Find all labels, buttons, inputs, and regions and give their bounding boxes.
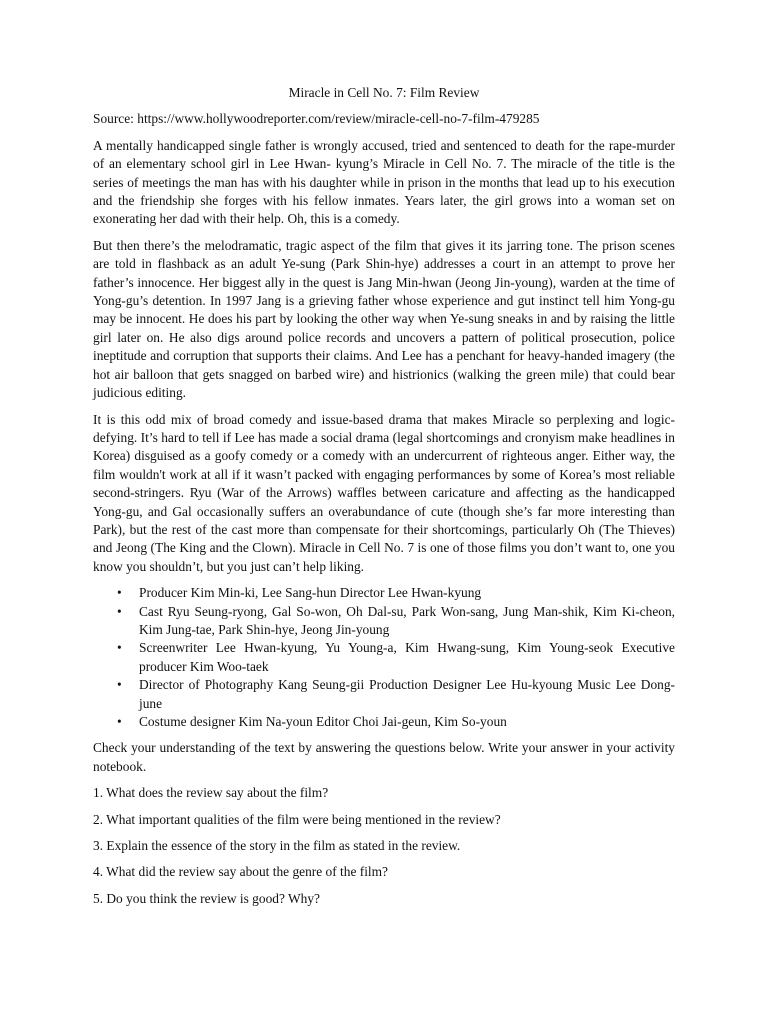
credit-text: Cast Ryu Seung-ryong, Gal So-won, Oh Dal-su, Park Won-sang, Jung Man-shik, Kim Ki-cheon, Kim Jung-tae, Park Shin-hye, Jeong Jin-young	[139, 603, 675, 637]
bullet-icon: •	[117, 677, 122, 693]
source-line: Source: https://www.hollywoodreporter.com/review/miracle-cell-no-7-film-479285	[93, 111, 540, 127]
document-title: Miracle in Cell No. 7: Film Review	[288, 85, 480, 100]
paragraph: But then there’s the melodramatic, tragic aspect of the film that gives it its jarring tone. The prison scenes are told in flashback as an adult Ye-sung (Park Shin-hye) addresses a court in an attempt to prove her father’s innocence. Her biggest ally in the quest is Jang Min-hwan (Jeong Jin-young), warden at the time of Yong-gu’s detention. In 1997 Jang is a grieving father whose experience and gut instinct tell him Yong-gu may be innocent. He does his part by looking the other way when Ye-sung sneaks in and by raising the little girl later on. He also digs around police records and uncovers a pattern of political prosecution, police ineptitude and corruption that supports their claims. And Lee has a penchant for heavy-handed imagery (the hot air balloon that gets snagged on barbed wire) and histrionics (walking the green mile) that could bear judicious editing.	[93, 237, 675, 401]
bullet-icon: •	[117, 585, 122, 601]
bullet-icon: •	[117, 640, 122, 656]
paragraph: It is this odd mix of broad comedy and issue-based drama that makes Miracle so perplexing and logic-defying. It’s hard to tell if Lee has made a social drama (legal shortcomings and cronyism make headlines in Korea) disguised as a goofy comedy or a comedy with an undercurrent of righteous anger. Either way, the film wouldn't work at all if it wasn’t packed with engaging performances by some of Korea’s most reliable second-stringers. Ryu (War of the Arrows) waffles between caricature and affecting as the handicapped Yong-gu, and Gal occasionally suffers an overabundance of cute (though she’s far more interesting than Park), but the rest of the cast more than compensate for their shortcomings, particularly Oh (The Thieves) and Jeong (The King and the Clown). Miracle in Cell No. 7 is one of those films you don’t want to, one you know you shouldn’t, but you just can’t help liking.	[93, 411, 675, 574]
credit-text: Producer Kim Min-ki, Lee Sang-hun Director Lee Hwan-kyung	[139, 585, 482, 601]
credit-text: Director of Photography Kang Seung-gii Production Designer Lee Hu-kyoung Music Lee Dong-june	[139, 677, 675, 711]
credit-text: Screenwriter Lee Hwan-kyung, Yu Young-a, Kim Hwang-sung, Kim Young-seok Executive producer Kim Woo-taek	[139, 640, 675, 674]
list-item	[117, 676, 675, 713]
question: 4. What did the review say about the genre of the film?	[93, 864, 388, 880]
list-item	[117, 713, 675, 731]
list-item	[117, 603, 675, 640]
instructions: Check your understanding of the text by answering the questions below. Write your answer in your activity notebook.	[93, 740, 675, 774]
list-item	[117, 584, 675, 602]
bullet-icon: •	[117, 603, 122, 619]
credit-text: Costume designer Kim Na-youn Editor Choi Jai-geun, Kim So-youn	[139, 714, 507, 729]
credits-list	[93, 584, 675, 731]
question: 2. What important qualities of the film were being mentioned in the review?	[93, 811, 501, 827]
list-item	[117, 639, 675, 676]
question: 5. Do you think the review is good? Why?	[93, 890, 320, 906]
question: 1. What does the review say about the film?	[93, 785, 329, 801]
paragraph: A mentally handicapped single father is wrongly accused, tried and sentenced to death for the rape-murder of an elementary school girl in Lee Hwan- kyung’s Miracle in Cell No. 7. The miracle of the title is the series of meetings the man has with his daughter while in prison in the months that lead up to his execution and the friendship she forges with his fellow inmates. Years later, the girl grows into a woman set on exonerating her dad with their help. Oh, this is a comedy.	[93, 137, 675, 227]
question: 3. Explain the essence of the story in the film as stated in the review.	[93, 838, 461, 854]
bullet-icon: •	[117, 714, 122, 729]
